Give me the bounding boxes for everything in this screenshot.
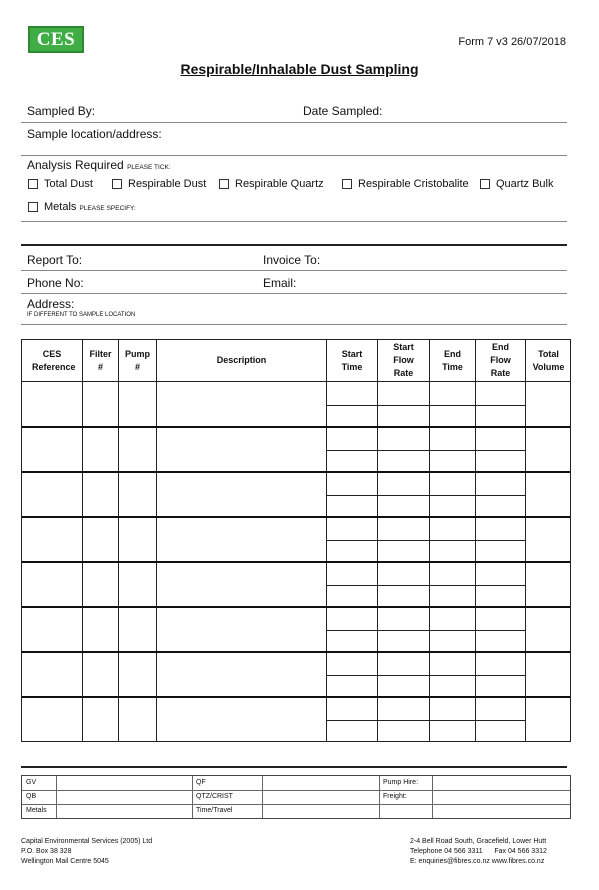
total-dust-label: Total Dust [44,178,93,190]
sampled-by-label: Sampled By: [27,104,96,118]
section-divider [21,244,567,246]
column-divider [379,776,380,818]
table-subrow-divider [327,540,525,541]
header-start-flow-rate: Start Flow Rate [393,342,414,378]
table-row-divider [22,516,570,518]
row-divider [22,790,570,791]
divider [21,221,567,222]
row-divider [22,804,570,805]
phone-label: Phone No: [27,276,84,290]
respirable-dust-checkbox[interactable] [112,179,122,189]
header-divider [22,381,570,382]
analysis-hint: PLEASE TICK: [127,164,171,171]
column-divider [262,776,263,818]
total-dust-checkbox[interactable] [28,179,38,189]
metals-text: Metals [44,201,77,213]
column-divider [156,340,157,741]
email-label: Email: [263,276,297,290]
respirable-quartz-checkbox[interactable] [219,179,229,189]
column-divider [525,340,526,741]
respirable-dust-label: Respirable Dust [128,178,207,190]
address-hint: IF DIFFERENT TO SAMPLE LOCATION [27,312,136,318]
lab-time-travel-label: Time/Travel [196,807,233,814]
lab-pump-hire-label: Pump Hire: [383,779,419,786]
lab-use-table [21,775,571,819]
header-end-time: End Time [442,348,463,372]
header-total-volume: Total Volume [532,348,565,372]
table-subrow-divider [327,450,525,451]
section-divider [21,766,567,768]
sample-location-label: Sample location/address: [27,127,162,141]
column-divider [56,776,57,818]
lab-qb-label: QB [26,793,37,800]
header-filter: Filter # [89,348,112,372]
date-sampled-label: Date Sampled: [303,104,383,118]
analysis-label-text: Analysis Required [27,158,124,172]
divider [21,270,567,271]
footer-email-web: E: enquiries@fibres.co.nz www.fibres.co.nz [410,858,545,865]
sampling-table [21,339,571,742]
metals-hint: PLEASE SPECIFY: [79,205,136,212]
lab-qf-label: QF [196,779,206,786]
report-to-label: Report To: [27,253,83,267]
footer-company [21,837,152,867]
column-divider [118,340,119,741]
footer-po-box: P.O. Box 38 328 [21,848,72,855]
divider [21,122,567,123]
lab-metals-label: Metals [26,807,47,814]
header-end-flow-rate: End Flow Rate [490,342,511,378]
column-divider [432,776,433,818]
table-row-divider [22,651,570,653]
form-code: Form 7 v3 26/07/2018 [458,36,566,48]
lab-freight-label: Freight: [383,793,407,800]
column-divider [82,340,83,741]
divider [21,293,567,294]
footer-mail-centre: Wellington Mail Centre 5045 [21,858,109,865]
header-description: Description [216,355,267,365]
table-subrow-divider [327,495,525,496]
header-ces-reference: CES Reference [32,348,76,372]
table-row-divider [22,696,570,698]
lab-gv-label: GV [26,779,37,786]
table-row-divider [22,606,570,608]
table-subrow-divider [327,585,525,586]
table-subrow-divider [327,630,525,631]
ces-logo: CES [28,26,84,53]
header-pump: Pump # [124,348,150,372]
column-divider [192,776,193,818]
table-subrow-divider [327,720,525,721]
footer-contact [410,837,547,867]
table-row-divider [22,471,570,473]
table-subrow-divider [327,405,525,406]
form-title: Respirable/Inhalable Dust Sampling [180,61,419,77]
respirable-cristobalite-checkbox[interactable] [342,179,352,189]
metals-label [44,201,136,213]
divider [21,324,567,325]
metals-checkbox[interactable] [28,202,38,212]
invoice-to-label: Invoice To: [263,253,321,267]
quartz-bulk-checkbox[interactable] [480,179,490,189]
respirable-quartz-label: Respirable Quartz [235,178,324,190]
table-row-divider [22,561,570,563]
address-label: Address: [27,297,75,311]
lab-qtz-crist-label: QTZ/CRIST [196,793,233,800]
footer-address: 2-4 Bell Road South, Gracefield, Lower Hutt [410,838,547,845]
footer-phone-fax: Telephone 04 566 3311 Fax 04 566 3312 [410,848,547,855]
quartz-bulk-label: Quartz Bulk [496,178,554,190]
respirable-cristobalite-label: Respirable Cristobalite [358,178,469,190]
table-subrow-divider [327,675,525,676]
analysis-required-label [27,158,171,172]
footer-company-name: Capital Environmental Services (2005) Ltd [21,838,153,845]
table-row-divider [22,426,570,428]
divider [21,155,567,156]
header-start-time: Start Time [341,348,363,372]
